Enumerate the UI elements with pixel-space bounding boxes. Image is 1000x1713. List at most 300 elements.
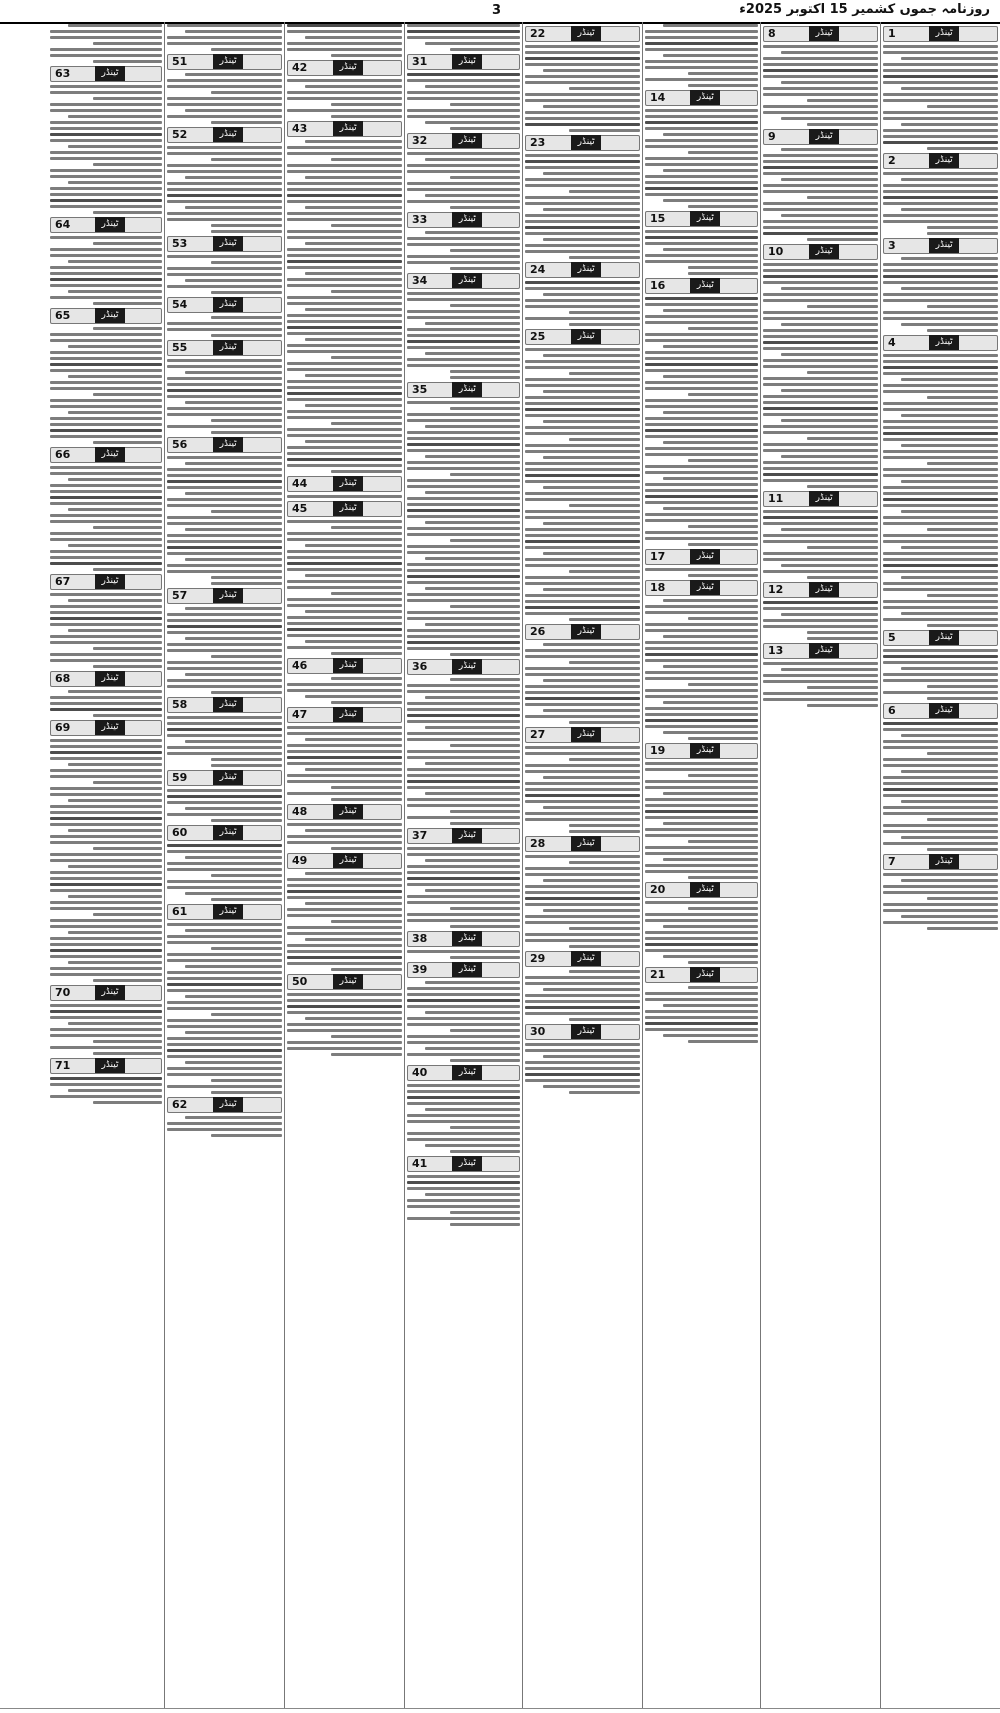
notice-number: 19 bbox=[650, 744, 666, 757]
text-line bbox=[211, 510, 282, 513]
text-line bbox=[525, 885, 640, 888]
text-line bbox=[211, 947, 282, 950]
notice-number: 1 bbox=[888, 27, 896, 40]
text-line bbox=[781, 323, 878, 326]
text-line bbox=[50, 787, 162, 790]
text-line bbox=[407, 647, 520, 650]
text-line bbox=[450, 810, 520, 813]
text-line bbox=[425, 1011, 520, 1014]
text-line bbox=[781, 613, 878, 616]
text-line bbox=[167, 746, 282, 749]
notice-item bbox=[50, 1058, 162, 1104]
text-line bbox=[525, 764, 640, 767]
text-line bbox=[883, 516, 998, 519]
notice-text-block bbox=[50, 1004, 162, 1055]
text-line bbox=[425, 792, 520, 795]
text-line bbox=[407, 24, 520, 27]
text-line bbox=[543, 552, 640, 555]
text-line bbox=[883, 51, 998, 54]
text-line bbox=[407, 73, 520, 76]
text-line bbox=[50, 1004, 162, 1007]
text-line bbox=[407, 1041, 520, 1044]
text-line bbox=[763, 479, 878, 482]
text-line bbox=[763, 111, 878, 114]
notice-item bbox=[167, 236, 282, 294]
text-line bbox=[807, 546, 878, 549]
text-line bbox=[525, 903, 640, 906]
text-line bbox=[407, 708, 520, 711]
notice-item bbox=[763, 643, 878, 707]
notice-number-bar bbox=[287, 658, 402, 674]
text-line bbox=[525, 166, 640, 169]
text-line bbox=[883, 45, 998, 48]
text-line bbox=[407, 346, 520, 349]
notice-item bbox=[50, 447, 162, 571]
text-line bbox=[645, 810, 758, 813]
text-line bbox=[425, 455, 520, 458]
tender-label: ٹینڈر bbox=[452, 54, 482, 69]
notice-number-bar bbox=[287, 707, 402, 723]
text-line bbox=[425, 521, 520, 524]
text-line bbox=[663, 248, 758, 251]
text-line bbox=[688, 1040, 758, 1043]
notice-item bbox=[287, 853, 402, 971]
text-line bbox=[763, 625, 878, 628]
text-line bbox=[763, 63, 878, 66]
text-line bbox=[50, 696, 162, 699]
text-line bbox=[185, 371, 282, 374]
text-line bbox=[167, 564, 282, 567]
text-line bbox=[543, 588, 640, 591]
text-line bbox=[287, 562, 402, 565]
notice-number-bar bbox=[287, 853, 402, 869]
text-line bbox=[645, 321, 758, 324]
text-line bbox=[645, 816, 758, 819]
tender-label: ٹینڈر bbox=[571, 26, 601, 41]
notice-number-bar bbox=[525, 26, 640, 42]
text-line bbox=[645, 531, 758, 534]
text-line bbox=[68, 690, 162, 693]
text-line bbox=[68, 345, 162, 348]
text-line bbox=[407, 1181, 520, 1184]
text-line bbox=[763, 299, 878, 302]
notice-text-block bbox=[50, 1077, 162, 1104]
text-line bbox=[305, 404, 402, 407]
text-line bbox=[645, 435, 758, 438]
text-line bbox=[525, 752, 640, 755]
text-line bbox=[569, 721, 640, 724]
text-line bbox=[688, 272, 758, 275]
text-line bbox=[543, 806, 640, 809]
text-line bbox=[287, 368, 402, 371]
text-line bbox=[450, 370, 520, 373]
text-line bbox=[287, 884, 402, 887]
text-line bbox=[688, 876, 758, 879]
text-line bbox=[525, 1067, 640, 1070]
text-line bbox=[167, 522, 282, 525]
text-line bbox=[883, 812, 998, 815]
notice-number-bar bbox=[407, 382, 520, 398]
text-line bbox=[50, 36, 162, 39]
text-line bbox=[50, 811, 162, 814]
text-line bbox=[287, 332, 402, 335]
text-line bbox=[763, 461, 878, 464]
text-line bbox=[645, 695, 758, 698]
notice-item bbox=[167, 770, 282, 822]
notice-number-bar bbox=[167, 236, 282, 252]
tender-label: ٹینڈر bbox=[690, 882, 720, 897]
text-line bbox=[645, 127, 758, 130]
text-line bbox=[645, 121, 758, 124]
text-line bbox=[763, 698, 878, 701]
text-line bbox=[167, 504, 282, 507]
notice-item bbox=[50, 671, 162, 717]
text-line bbox=[688, 543, 758, 546]
notice-item bbox=[407, 1156, 520, 1226]
text-line bbox=[645, 139, 758, 142]
text-line bbox=[883, 540, 998, 543]
notice-text-block bbox=[763, 510, 878, 579]
tender-label: ٹینڈر bbox=[929, 335, 959, 350]
text-line bbox=[407, 243, 520, 246]
notice-text-block bbox=[407, 24, 520, 51]
text-line bbox=[50, 151, 162, 154]
text-line bbox=[211, 121, 282, 124]
text-line bbox=[50, 490, 162, 493]
notice-number: 26 bbox=[530, 625, 546, 638]
text-line bbox=[525, 933, 640, 936]
text-line bbox=[781, 81, 878, 84]
notice-number-bar bbox=[525, 624, 640, 640]
tender-label: ٹینڈر bbox=[95, 985, 125, 1000]
tender-label: ٹینڈر bbox=[213, 297, 243, 312]
text-line bbox=[93, 327, 162, 330]
notice-number: 67 bbox=[55, 575, 71, 588]
text-line bbox=[50, 769, 162, 772]
text-line bbox=[167, 625, 282, 628]
text-line bbox=[450, 127, 520, 130]
text-line bbox=[763, 87, 878, 90]
text-line bbox=[287, 604, 402, 607]
text-line bbox=[645, 303, 758, 306]
text-line bbox=[763, 317, 878, 320]
text-line bbox=[645, 998, 758, 1001]
text-line bbox=[407, 714, 520, 717]
text-line bbox=[883, 824, 998, 827]
notice-item bbox=[645, 580, 758, 740]
tender-label: ٹینڈر bbox=[213, 904, 243, 919]
text-line bbox=[763, 401, 878, 404]
text-line bbox=[185, 807, 282, 810]
text-line bbox=[901, 510, 998, 513]
notice-text-block bbox=[525, 348, 640, 621]
text-line bbox=[763, 467, 878, 470]
text-line bbox=[569, 661, 640, 664]
text-line bbox=[287, 999, 402, 1002]
notice-item bbox=[763, 491, 878, 579]
text-line bbox=[287, 538, 402, 541]
notice-text-block bbox=[287, 726, 402, 801]
text-line bbox=[883, 564, 998, 567]
text-line bbox=[807, 123, 878, 126]
text-line bbox=[407, 413, 520, 416]
notice-text-block bbox=[407, 231, 520, 270]
notice-text-block bbox=[883, 257, 998, 332]
text-line bbox=[425, 1108, 520, 1111]
notice-number-bar bbox=[525, 1024, 640, 1040]
text-line bbox=[287, 762, 402, 765]
text-line bbox=[407, 188, 520, 191]
text-line bbox=[645, 36, 758, 39]
text-line bbox=[525, 462, 640, 465]
notice-number: 43 bbox=[292, 122, 308, 135]
text-line bbox=[763, 93, 878, 96]
text-line bbox=[645, 864, 758, 867]
text-line bbox=[763, 154, 878, 157]
text-line bbox=[407, 401, 520, 404]
text-line bbox=[525, 855, 640, 858]
text-line bbox=[525, 782, 640, 785]
text-line bbox=[525, 982, 640, 985]
text-line bbox=[525, 534, 640, 537]
tender-label: ٹینڈر bbox=[452, 382, 482, 397]
text-line bbox=[287, 586, 402, 589]
text-line bbox=[425, 1193, 520, 1196]
text-line bbox=[525, 99, 640, 102]
text-line bbox=[167, 516, 282, 519]
text-line bbox=[287, 634, 402, 637]
text-line bbox=[407, 871, 520, 874]
text-line bbox=[50, 85, 162, 88]
text-line bbox=[763, 202, 878, 205]
text-line bbox=[287, 164, 402, 167]
notice-item bbox=[50, 217, 162, 305]
text-line bbox=[543, 1085, 640, 1088]
page-number: 3 bbox=[492, 3, 502, 18]
text-line bbox=[93, 441, 162, 444]
text-line bbox=[645, 230, 758, 233]
notice-number-bar bbox=[407, 212, 520, 228]
tender-label: ٹینڈر bbox=[333, 974, 363, 989]
text-line bbox=[407, 1035, 520, 1038]
text-line bbox=[50, 751, 162, 754]
text-line bbox=[525, 468, 640, 471]
text-line bbox=[763, 335, 878, 338]
text-line bbox=[645, 399, 758, 402]
tender-label: ٹینڈر bbox=[571, 262, 601, 277]
notice-number: 16 bbox=[650, 279, 666, 292]
notice-number: 14 bbox=[650, 91, 666, 104]
text-line bbox=[763, 105, 878, 108]
text-line bbox=[883, 806, 998, 809]
notice-number-bar bbox=[645, 278, 758, 294]
notice-item bbox=[525, 135, 640, 259]
text-line bbox=[331, 470, 402, 473]
text-line bbox=[781, 455, 878, 458]
notice-item bbox=[287, 974, 402, 1056]
text-line bbox=[569, 504, 640, 507]
text-line bbox=[407, 109, 520, 112]
text-line bbox=[645, 363, 758, 366]
text-line bbox=[763, 329, 878, 332]
text-line bbox=[645, 181, 758, 184]
notice-text-block bbox=[50, 690, 162, 717]
notice-number: 23 bbox=[530, 136, 546, 149]
text-line bbox=[645, 193, 758, 196]
notice-number: 58 bbox=[172, 698, 188, 711]
text-line bbox=[407, 261, 520, 264]
text-line bbox=[305, 872, 402, 875]
notice-item bbox=[883, 630, 998, 700]
text-line bbox=[287, 750, 402, 753]
text-line bbox=[167, 667, 282, 670]
text-line bbox=[167, 480, 282, 483]
text-line bbox=[525, 220, 640, 223]
text-line bbox=[211, 48, 282, 51]
text-line bbox=[407, 364, 520, 367]
text-line bbox=[407, 328, 520, 331]
text-line bbox=[287, 380, 402, 383]
text-line bbox=[50, 817, 162, 820]
tender-label: ٹینڈر bbox=[571, 836, 601, 851]
text-line bbox=[167, 152, 282, 155]
notice-number: 13 bbox=[768, 644, 784, 657]
col-1 bbox=[880, 22, 1000, 1709]
text-line bbox=[167, 971, 282, 974]
text-line bbox=[287, 683, 402, 686]
notice-number: 46 bbox=[292, 659, 308, 672]
text-line bbox=[167, 1049, 282, 1052]
text-line bbox=[525, 1000, 640, 1003]
text-line bbox=[883, 504, 998, 507]
text-line bbox=[901, 257, 998, 260]
notice-number: 18 bbox=[650, 581, 666, 594]
text-line bbox=[407, 97, 520, 100]
text-line bbox=[50, 823, 162, 826]
text-line bbox=[50, 187, 162, 190]
text-line bbox=[645, 913, 758, 916]
text-line bbox=[525, 287, 640, 290]
notice-item bbox=[883, 26, 998, 150]
notice-item bbox=[645, 211, 758, 275]
text-line bbox=[407, 170, 520, 173]
text-line bbox=[50, 605, 162, 608]
text-line bbox=[407, 1017, 520, 1020]
text-line bbox=[663, 199, 758, 202]
text-line bbox=[645, 42, 758, 45]
text-line bbox=[305, 1017, 402, 1020]
text-line bbox=[525, 594, 640, 597]
text-line bbox=[645, 465, 758, 468]
text-line bbox=[287, 962, 402, 965]
text-line bbox=[525, 111, 640, 114]
text-line bbox=[883, 275, 998, 278]
text-line bbox=[450, 539, 520, 542]
notice-number-bar bbox=[407, 54, 520, 70]
text-line bbox=[305, 574, 402, 577]
notice-item bbox=[763, 129, 878, 241]
notice-item bbox=[407, 962, 520, 1062]
text-line bbox=[287, 350, 402, 353]
text-line bbox=[167, 752, 282, 755]
text-line bbox=[763, 160, 878, 163]
text-line bbox=[763, 570, 878, 573]
text-line bbox=[167, 880, 282, 883]
text-line bbox=[525, 196, 640, 199]
text-line bbox=[185, 30, 282, 33]
text-line bbox=[167, 359, 282, 362]
text-line bbox=[663, 955, 758, 958]
text-line bbox=[645, 689, 758, 692]
col-3 bbox=[642, 22, 760, 1709]
text-line bbox=[883, 220, 998, 223]
text-line bbox=[883, 420, 998, 423]
tender-label: ٹینڈر bbox=[809, 491, 839, 506]
tender-label: ٹینڈر bbox=[333, 121, 363, 136]
text-line bbox=[185, 73, 282, 76]
notice-text-block bbox=[287, 140, 402, 473]
text-line bbox=[450, 1126, 520, 1129]
text-line bbox=[543, 172, 640, 175]
tender-label: ٹینڈر bbox=[809, 129, 839, 144]
text-line bbox=[167, 498, 282, 501]
notice-number: 27 bbox=[530, 728, 546, 741]
text-line bbox=[287, 188, 402, 191]
text-line bbox=[450, 473, 520, 476]
notice-number: 24 bbox=[530, 263, 546, 276]
text-line bbox=[287, 896, 402, 899]
text-line bbox=[50, 967, 162, 970]
notice-number-bar bbox=[763, 129, 878, 145]
text-line bbox=[883, 402, 998, 405]
text-line bbox=[525, 1012, 640, 1015]
text-line bbox=[407, 732, 520, 735]
text-line bbox=[287, 956, 402, 959]
text-line bbox=[645, 1028, 758, 1031]
text-line bbox=[883, 360, 998, 363]
text-line bbox=[883, 722, 998, 725]
text-line bbox=[167, 1073, 282, 1076]
text-line bbox=[167, 953, 282, 956]
text-line bbox=[287, 1041, 402, 1044]
text-line bbox=[663, 411, 758, 414]
text-line bbox=[167, 643, 282, 646]
text-line bbox=[305, 738, 402, 741]
text-line bbox=[901, 612, 998, 615]
text-line bbox=[883, 618, 998, 621]
text-line bbox=[305, 695, 402, 698]
text-line bbox=[305, 374, 402, 377]
text-line bbox=[167, 534, 282, 537]
text-line bbox=[287, 878, 402, 881]
notice-number-bar bbox=[167, 904, 282, 920]
text-line bbox=[569, 618, 640, 621]
text-line bbox=[645, 109, 758, 112]
text-line bbox=[781, 287, 878, 290]
text-line bbox=[927, 818, 998, 821]
text-line bbox=[543, 988, 640, 991]
text-line bbox=[883, 63, 998, 66]
notice-number-bar bbox=[763, 582, 878, 598]
text-line bbox=[287, 254, 402, 257]
text-line bbox=[167, 97, 282, 100]
text-line bbox=[211, 1134, 282, 1137]
text-line bbox=[525, 1073, 640, 1076]
notice-text-block bbox=[645, 901, 758, 964]
text-line bbox=[407, 1199, 520, 1202]
text-line bbox=[663, 309, 758, 312]
text-line bbox=[645, 260, 758, 263]
